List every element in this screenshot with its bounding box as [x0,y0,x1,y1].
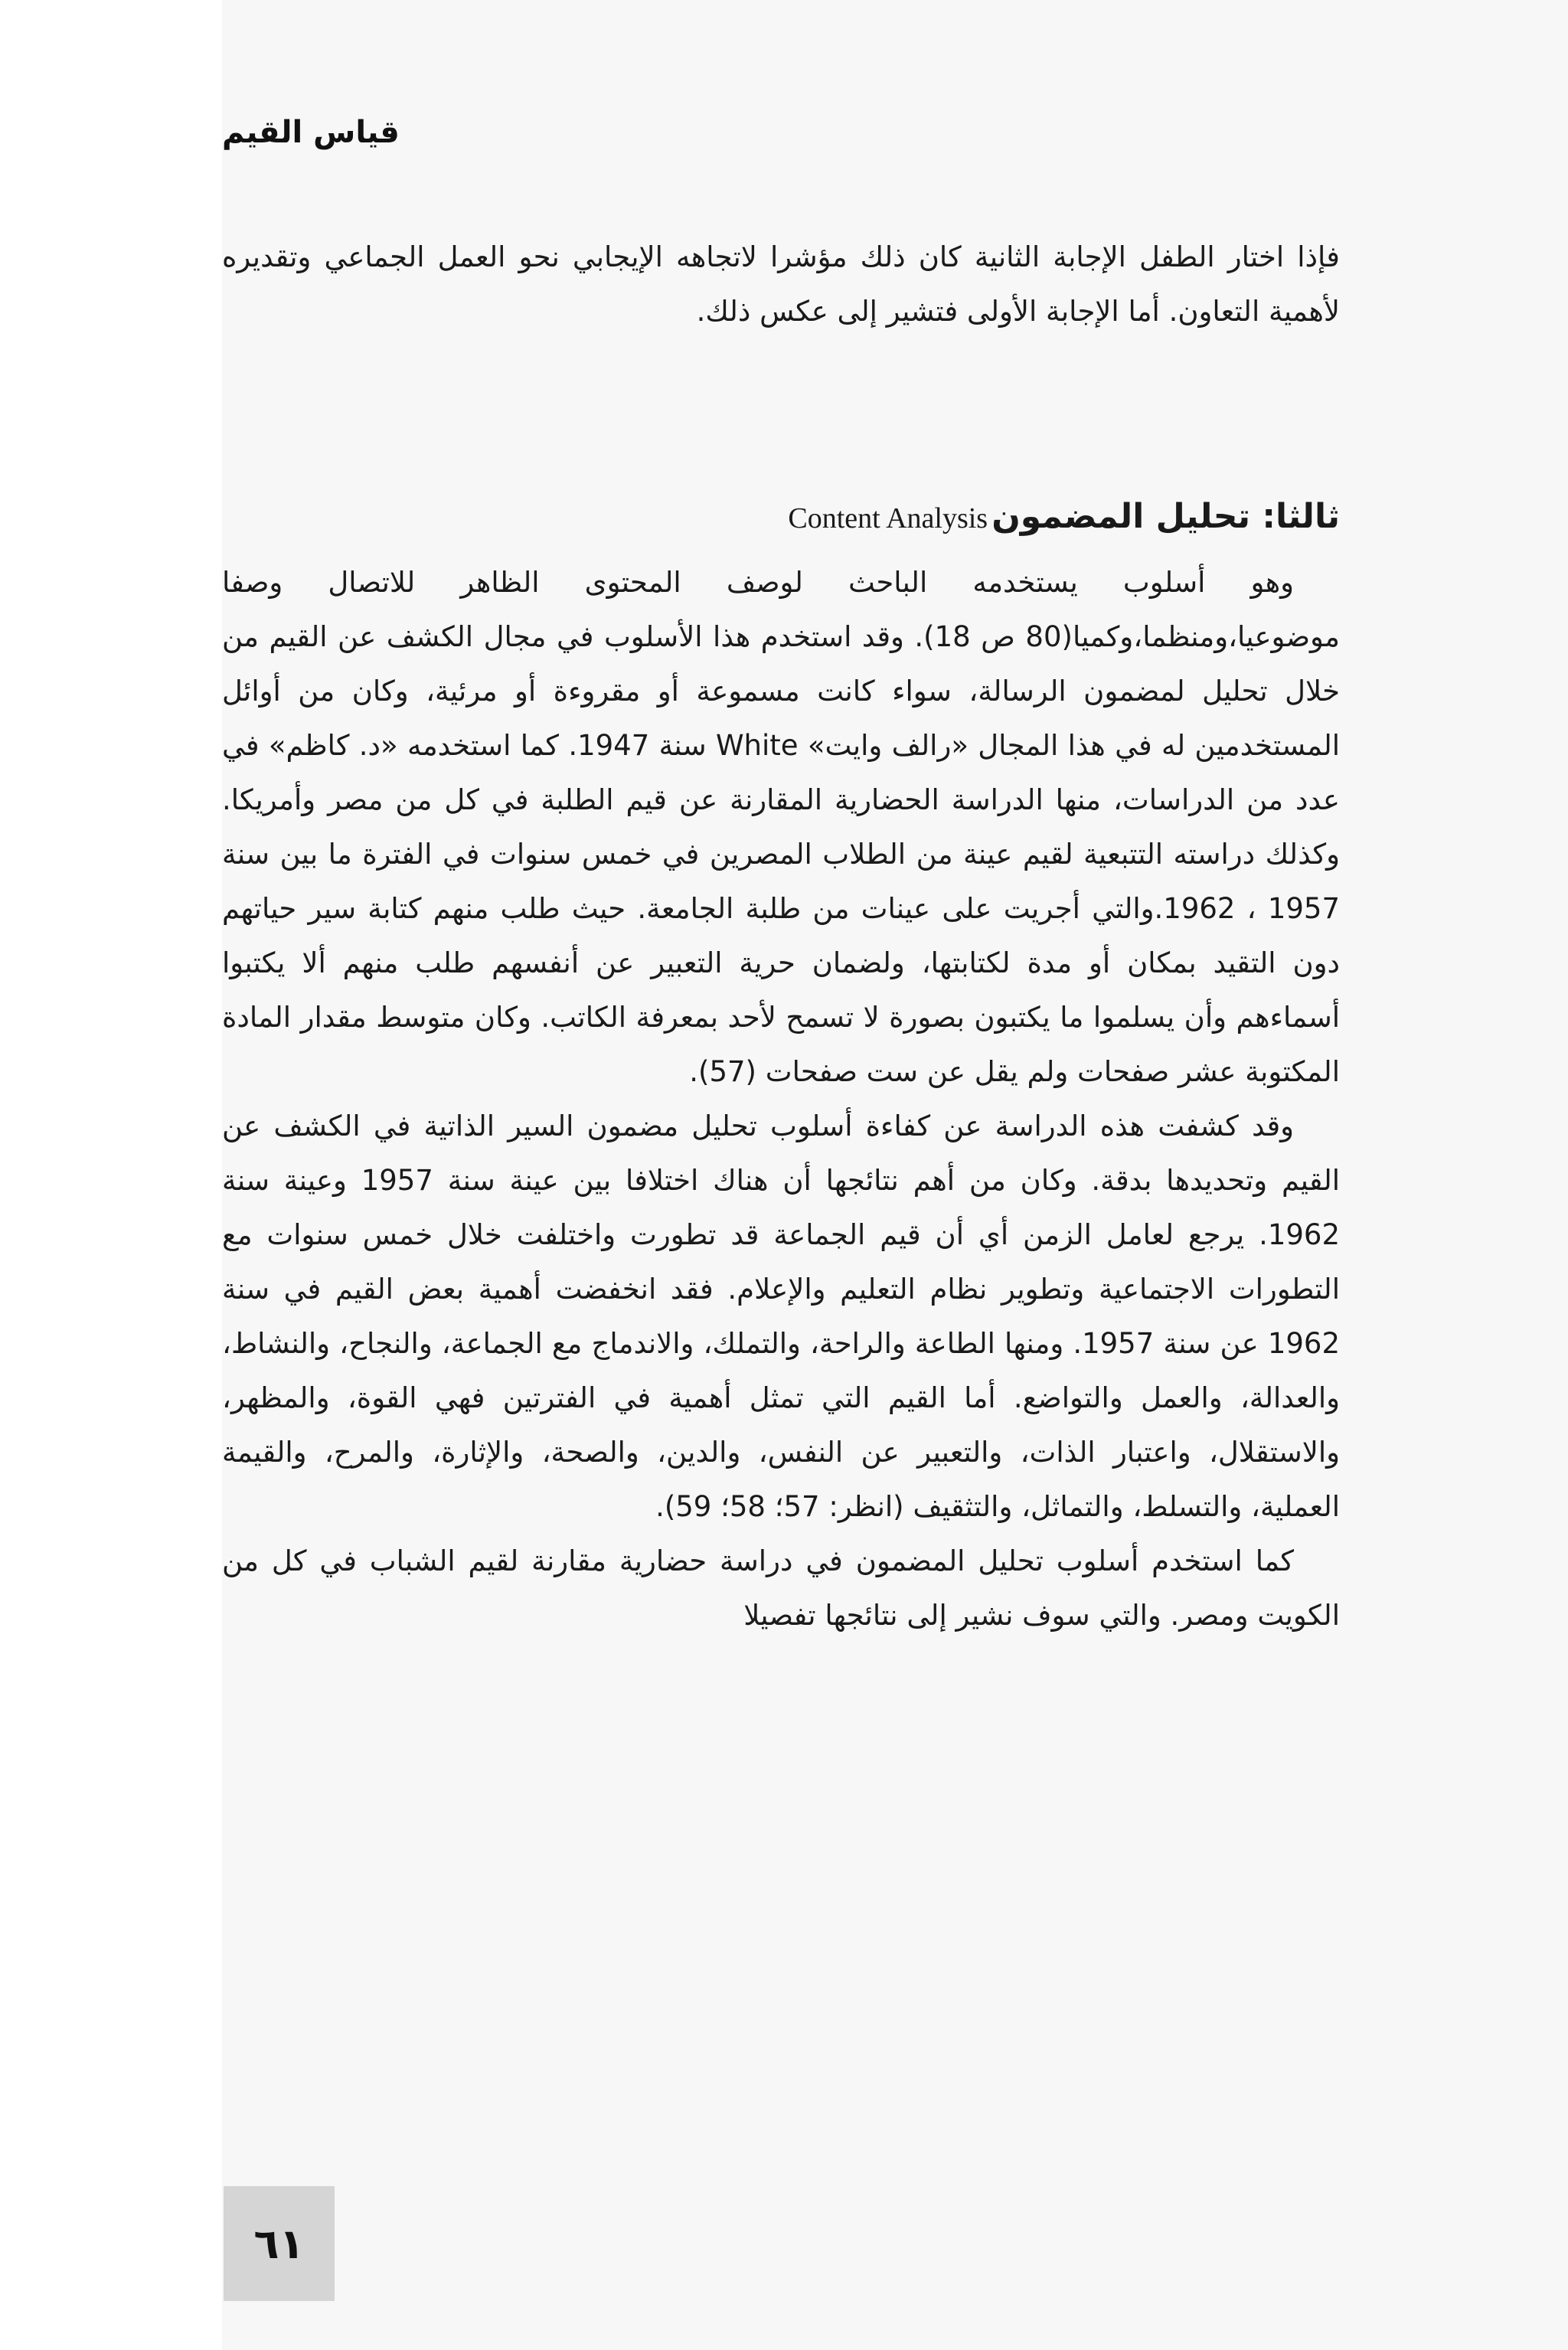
body-paragraph-1: وهو أسلوب يستخدمه الباحث لوصف المحتوى الظاهر للاتصال وصفا موضوعيا،ومنظما،وكميا(80 ص 18). وقد استخدم هذا الأسلوب في مجال الكشف عن القيم من خلال تحليل لمضمون الرسالة، سواء كانت مسموعة أو مقروءة أو مرئية، وكان من أوائل المستخدمين له في هذا المجال «رالف وايت» White سنة 1947. كما استخدمه «د. كاظم» في عدد من الدراسات، منها الدراسة الحضارية المقارنة عن قيم الطلبة في كل من مصر وأمريكا. وكذلك دراسته التتبعية لقيم عينة من الطلاب المصرين في خمس سنوات في الفترة ما بين سنة 1957 ، 1962.والتي أجريت على عينات من طلبة الجامعة. حيث طلب منهم كتابة سير حياتهم دون التقيد بمكان أو مدة لكتابتها، ولضمان حرية التعبير عن أنفسهم طلب منهم ألا يكتبوا أسماءهم وأن يسلموا ما يكتبون بصورة لا تسمح لأحد بمعرفة الكاتب. وكان متوسط مقدار المادة المكتوبة عشر صفحات ولم يقل عن ست صفحات (57). [222,566,1340,1088]
intro-paragraph: فإذا اختار الطفل الإجابة الثانية كان ذلك مؤشرا لاتجاهه الإيجابي نحو العمل الجماعي وتقديره لأهمية التعاون. أما الإجابة الأولى فتشير إلى عكس ذلك. [222,240,1340,328]
section-heading-arabic: ثالثا: تحليل المضمون [991,497,1340,536]
intro-paragraph-block [222,230,1340,338]
body-paragraph-3: كما استخدم أسلوب تحليل المضمون في دراسة حضارية مقارنة لقيم الشباب في كل من الكويت ومصر. والتي سوف نشير إلى نتائجها تفصيلا [222,1544,1340,1632]
page-number: ٦١ [253,2219,305,2268]
running-header: قياس القيم [222,115,400,150]
page-number-box [224,2186,335,2301]
section-heading-english: Content Analysis [788,502,988,534]
body-paragraph-2: وقد كشفت هذه الدراسة عن كفاءة أسلوب تحليل مضمون السير الذاتية في الكشف عن القيم وتحديدها بدقة. وكان من أهم نتائجها أن هناك اختلافا بين عينة سنة 1957 وعينة سنة 1962. يرجع لعامل الزمن أي أن قيم الجماعة قد تطورت واختلفت خلال خمس سنوات مع التطورات الاجتماعية وتطوير نظام التعليم والإعلام. فقد انخفضت أهمية بعض القيم في سنة 1962 عن سنة 1957. ومنها الطاعة والراحة، والتملك، والاندماج مع الجماعة، والنجاح، والنشاط، والعدالة، والعمل والتواضع. أما القيم التي تمثل أهمية في الفترتين فهي القوة، والمظهر، والاستقلال، واعتبار الذات، والتعبير عن النفس، والدين، والصحة، والإثارة، والمرح، والقيمة العملية، والتسلط، والتماثل، والتثقيف (انظر: 57؛ 58؛ 59). [222,1110,1341,1523]
section-heading [222,494,1340,547]
section-body [222,555,1340,1642]
